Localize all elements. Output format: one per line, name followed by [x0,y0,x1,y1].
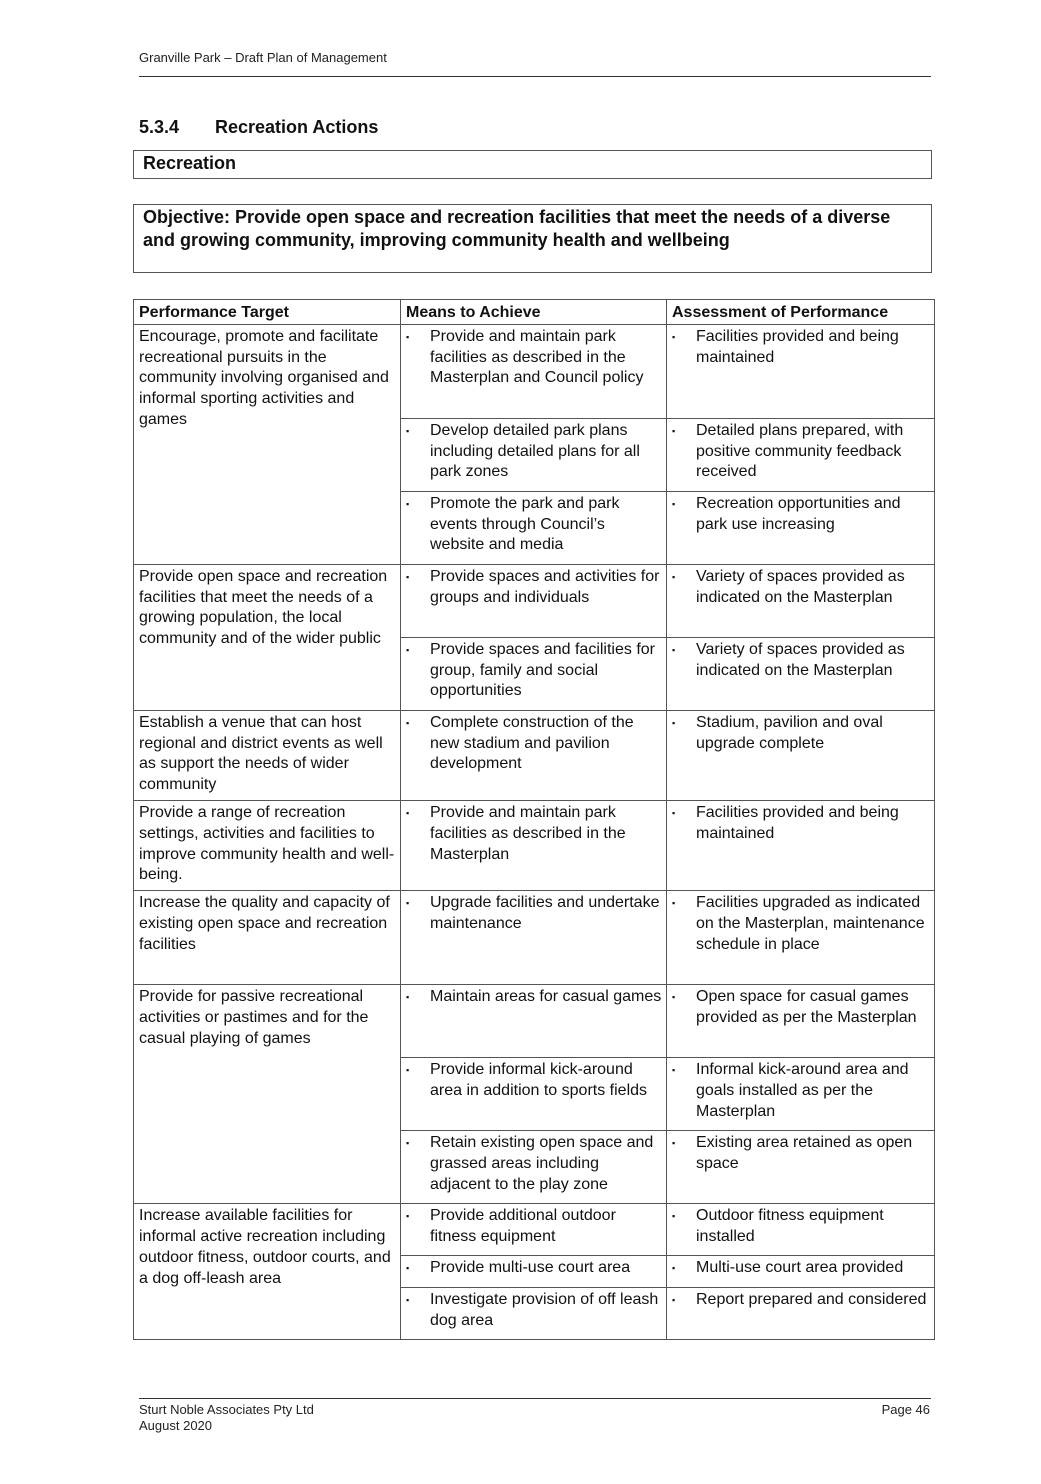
bullet-icon: ▪ [406,1138,410,1149]
bullet-icon: ▪ [672,1211,676,1222]
bullet-icon: ▪ [672,498,676,509]
means-text: Provide additional outdoor fitness equipment [430,1207,616,1245]
performance-target-cell: Provide open space and recreation facilities that meet the needs of a growing population, the local community and of the wider public [134,564,401,710]
bullet-icon: ▪ [406,1211,410,1222]
table-row [134,710,935,800]
bullet-item [672,1060,930,1122]
means-to-achieve-cell [401,491,667,564]
bullet-icon: ▪ [672,331,676,342]
bullet-item [672,1206,930,1248]
header-performance-target: Performance Target [134,300,401,325]
means-text: Provide informal kick-around area in addition to sports fields [430,1061,648,1099]
bullet-icon: ▪ [406,898,410,909]
assessment-cell [667,637,935,710]
bullet-item [672,567,930,609]
section-number: 5.3.4 [139,117,180,137]
assessment-cell [667,891,935,985]
table-row [134,1204,935,1256]
table-header-row [134,300,935,325]
assessment-cell [667,710,935,800]
bullet-icon: ▪ [672,1295,676,1306]
assessment-cell [667,1204,935,1256]
assessment-text: Informal kick-around area and goals installed as per the Masterplan [696,1061,909,1120]
performance-target-cell: Increase available facilities for informal active recreation including outdoor fitness, outdoor courts, and a dog off-leash area [134,1204,401,1340]
assessment-cell [667,1256,935,1288]
running-header: Granville Park – Draft Plan of Management [139,50,387,65]
means-to-achieve-cell [401,564,667,637]
bullet-item [406,327,662,389]
bullet-icon: ▪ [406,717,410,728]
bullet-item [672,421,930,483]
section-title: Recreation Actions [215,117,379,137]
assessment-cell [667,1131,935,1204]
means-to-achieve-cell [401,891,667,985]
bullet-icon: ▪ [406,1263,410,1274]
performance-target-cell: Increase the quality and capacity of existing open space and recreation facilities [134,891,401,985]
means-to-achieve-cell [401,1058,667,1131]
header-assessment-of-performance: Assessment of Performance [667,300,935,325]
footer-date: August 2020 [139,1418,213,1433]
assessment-text: Recreation opportunities and park use increasing [696,494,901,533]
table-row [134,891,935,985]
assessment-cell [667,1288,935,1340]
bullet-item [406,640,662,702]
performance-target-cell: Provide for passive recreational activities or pastimes and for the casual playing of games [134,985,401,1204]
means-text: Provide spaces and facilities for group, family and social opportunities [430,640,655,700]
means-text: Maintain areas for casual games [430,988,662,1006]
bullet-item [672,640,930,682]
assessment-text: Report prepared and considered [696,1291,927,1309]
bullet-icon: ▪ [672,992,676,1003]
assessment-text: Facilities upgraded as indicated on the Masterplan, maintenance schedule in place [696,894,925,953]
assessment-cell [667,564,935,637]
category-box [133,150,932,179]
bullet-icon: ▪ [406,644,410,655]
bullet-icon: ▪ [406,1295,410,1306]
bullet-item [672,893,930,955]
means-text: Develop detailed park plans including detailed plans for all park zones [430,421,640,481]
table-row [134,800,935,890]
means-to-achieve-cell [401,710,667,800]
means-to-achieve-cell [401,1256,667,1288]
bullet-icon: ▪ [406,992,410,1003]
bullet-icon: ▪ [406,425,410,436]
performance-target-cell: Provide a range of recreation settings, activities and facilities to improve community health and well-being. [134,800,401,890]
assessment-cell [667,418,935,491]
bullet-item [406,987,662,1008]
bullet-item [406,1133,662,1195]
bullet-item [672,803,930,845]
category-label: Recreation [143,153,237,173]
means-text: Promote the park and park events through Council’s website and media [430,494,620,554]
means-to-achieve-cell [401,1131,667,1204]
bullet-item [406,1290,662,1332]
bullet-item [406,421,662,483]
means-text: Provide and maintain park facilities as described in the Masterplan and Council policy [430,327,644,387]
bullet-icon: ▪ [672,1065,676,1076]
bullet-icon: ▪ [672,717,676,728]
performance-target-cell: Establish a venue that can host regional and district events as well as support the needs of wider community [134,710,401,800]
assessment-text: Stadium, pavilion and oval upgrade complete [696,713,883,752]
bullet-item [672,494,930,536]
bullet-icon: ▪ [672,1138,676,1149]
bullet-item [672,1258,930,1279]
assessment-text: Detailed plans prepared, with positive community feedback received [696,421,904,481]
means-text: Retain existing open space and grassed areas including adjacent to the play zone [430,1134,654,1193]
means-to-achieve-cell [401,800,667,890]
header-divider [139,76,931,77]
table-body [134,324,935,1339]
assessment-text: Outdoor fitness equipment installed [696,1207,884,1245]
bullet-icon: ▪ [672,898,676,909]
footer-company: Sturt Noble Associates Pty Ltd [139,1402,314,1417]
bullet-icon: ▪ [672,644,676,655]
means-to-achieve-cell [401,1288,667,1340]
header-means-to-achieve: Means to Achieve [401,300,667,325]
section-heading [139,117,378,138]
bullet-item [672,713,930,755]
bullet-item [672,1133,930,1175]
bullet-icon: ▪ [406,807,410,818]
means-text: Provide multi-use court area [430,1259,631,1277]
assessment-text: Variety of spaces provided as indicated on the Masterplan [696,640,905,679]
bullet-item [406,494,662,556]
bullet-icon: ▪ [406,571,410,582]
assessment-text: Multi-use court area provided [696,1259,904,1277]
means-text: Provide spaces and activities for groups and individuals [430,567,660,606]
assessment-text: Facilities provided and being maintained [696,327,899,366]
bullet-item [406,803,662,865]
assessment-cell [667,491,935,564]
bullet-icon: ▪ [672,807,676,818]
recreation-actions-table [133,299,935,1340]
footer-divider [139,1398,931,1399]
bullet-item [672,327,930,369]
bullet-icon: ▪ [406,331,410,342]
means-text: Complete construction of the new stadium and pavilion development [430,713,634,773]
bullet-icon: ▪ [672,1263,676,1274]
table-row [134,564,935,637]
assessment-text: Existing area retained as open space [696,1134,913,1172]
bullet-icon: ▪ [406,498,410,509]
table-row [134,324,935,418]
assessment-cell [667,1058,935,1131]
bullet-item [406,1258,662,1279]
means-to-achieve-cell [401,418,667,491]
means-text: Investigate provision of off leash dog area [430,1291,659,1329]
objective-box: Objective: Provide open space and recreation facilities that meet the needs of a diverse and growing community, improving community health and wellbeing [133,204,932,273]
bullet-icon: ▪ [672,571,676,582]
assessment-text: Variety of spaces provided as indicated on the Masterplan [696,567,905,606]
bullet-item [672,1290,930,1311]
means-to-achieve-cell [401,985,667,1058]
means-text: Upgrade facilities and undertake maintenance [430,894,660,932]
bullet-icon: ▪ [406,1065,410,1076]
assessment-cell [667,324,935,418]
page-number: Page 46 [881,1402,930,1417]
means-to-achieve-cell [401,324,667,418]
assessment-cell [667,800,935,890]
bullet-item [406,893,662,935]
bullet-item [406,713,662,775]
assessment-text: Facilities provided and being maintained [696,803,899,842]
performance-target-cell: Encourage, promote and facilitate recreational pursuits in the community involving organised and informal sporting activities and games [134,324,401,564]
means-text: Provide and maintain park facilities as described in the Masterplan [430,803,626,863]
bullet-item [406,1206,662,1248]
means-to-achieve-cell [401,637,667,710]
table-row [134,985,935,1058]
means-to-achieve-cell [401,1204,667,1256]
assessment-cell [667,985,935,1058]
bullet-item [406,567,662,609]
bullet-item [406,1060,662,1102]
assessment-text: Open space for casual games provided as per the Masterplan [696,988,917,1026]
bullet-icon: ▪ [672,425,676,436]
bullet-item [672,987,930,1029]
